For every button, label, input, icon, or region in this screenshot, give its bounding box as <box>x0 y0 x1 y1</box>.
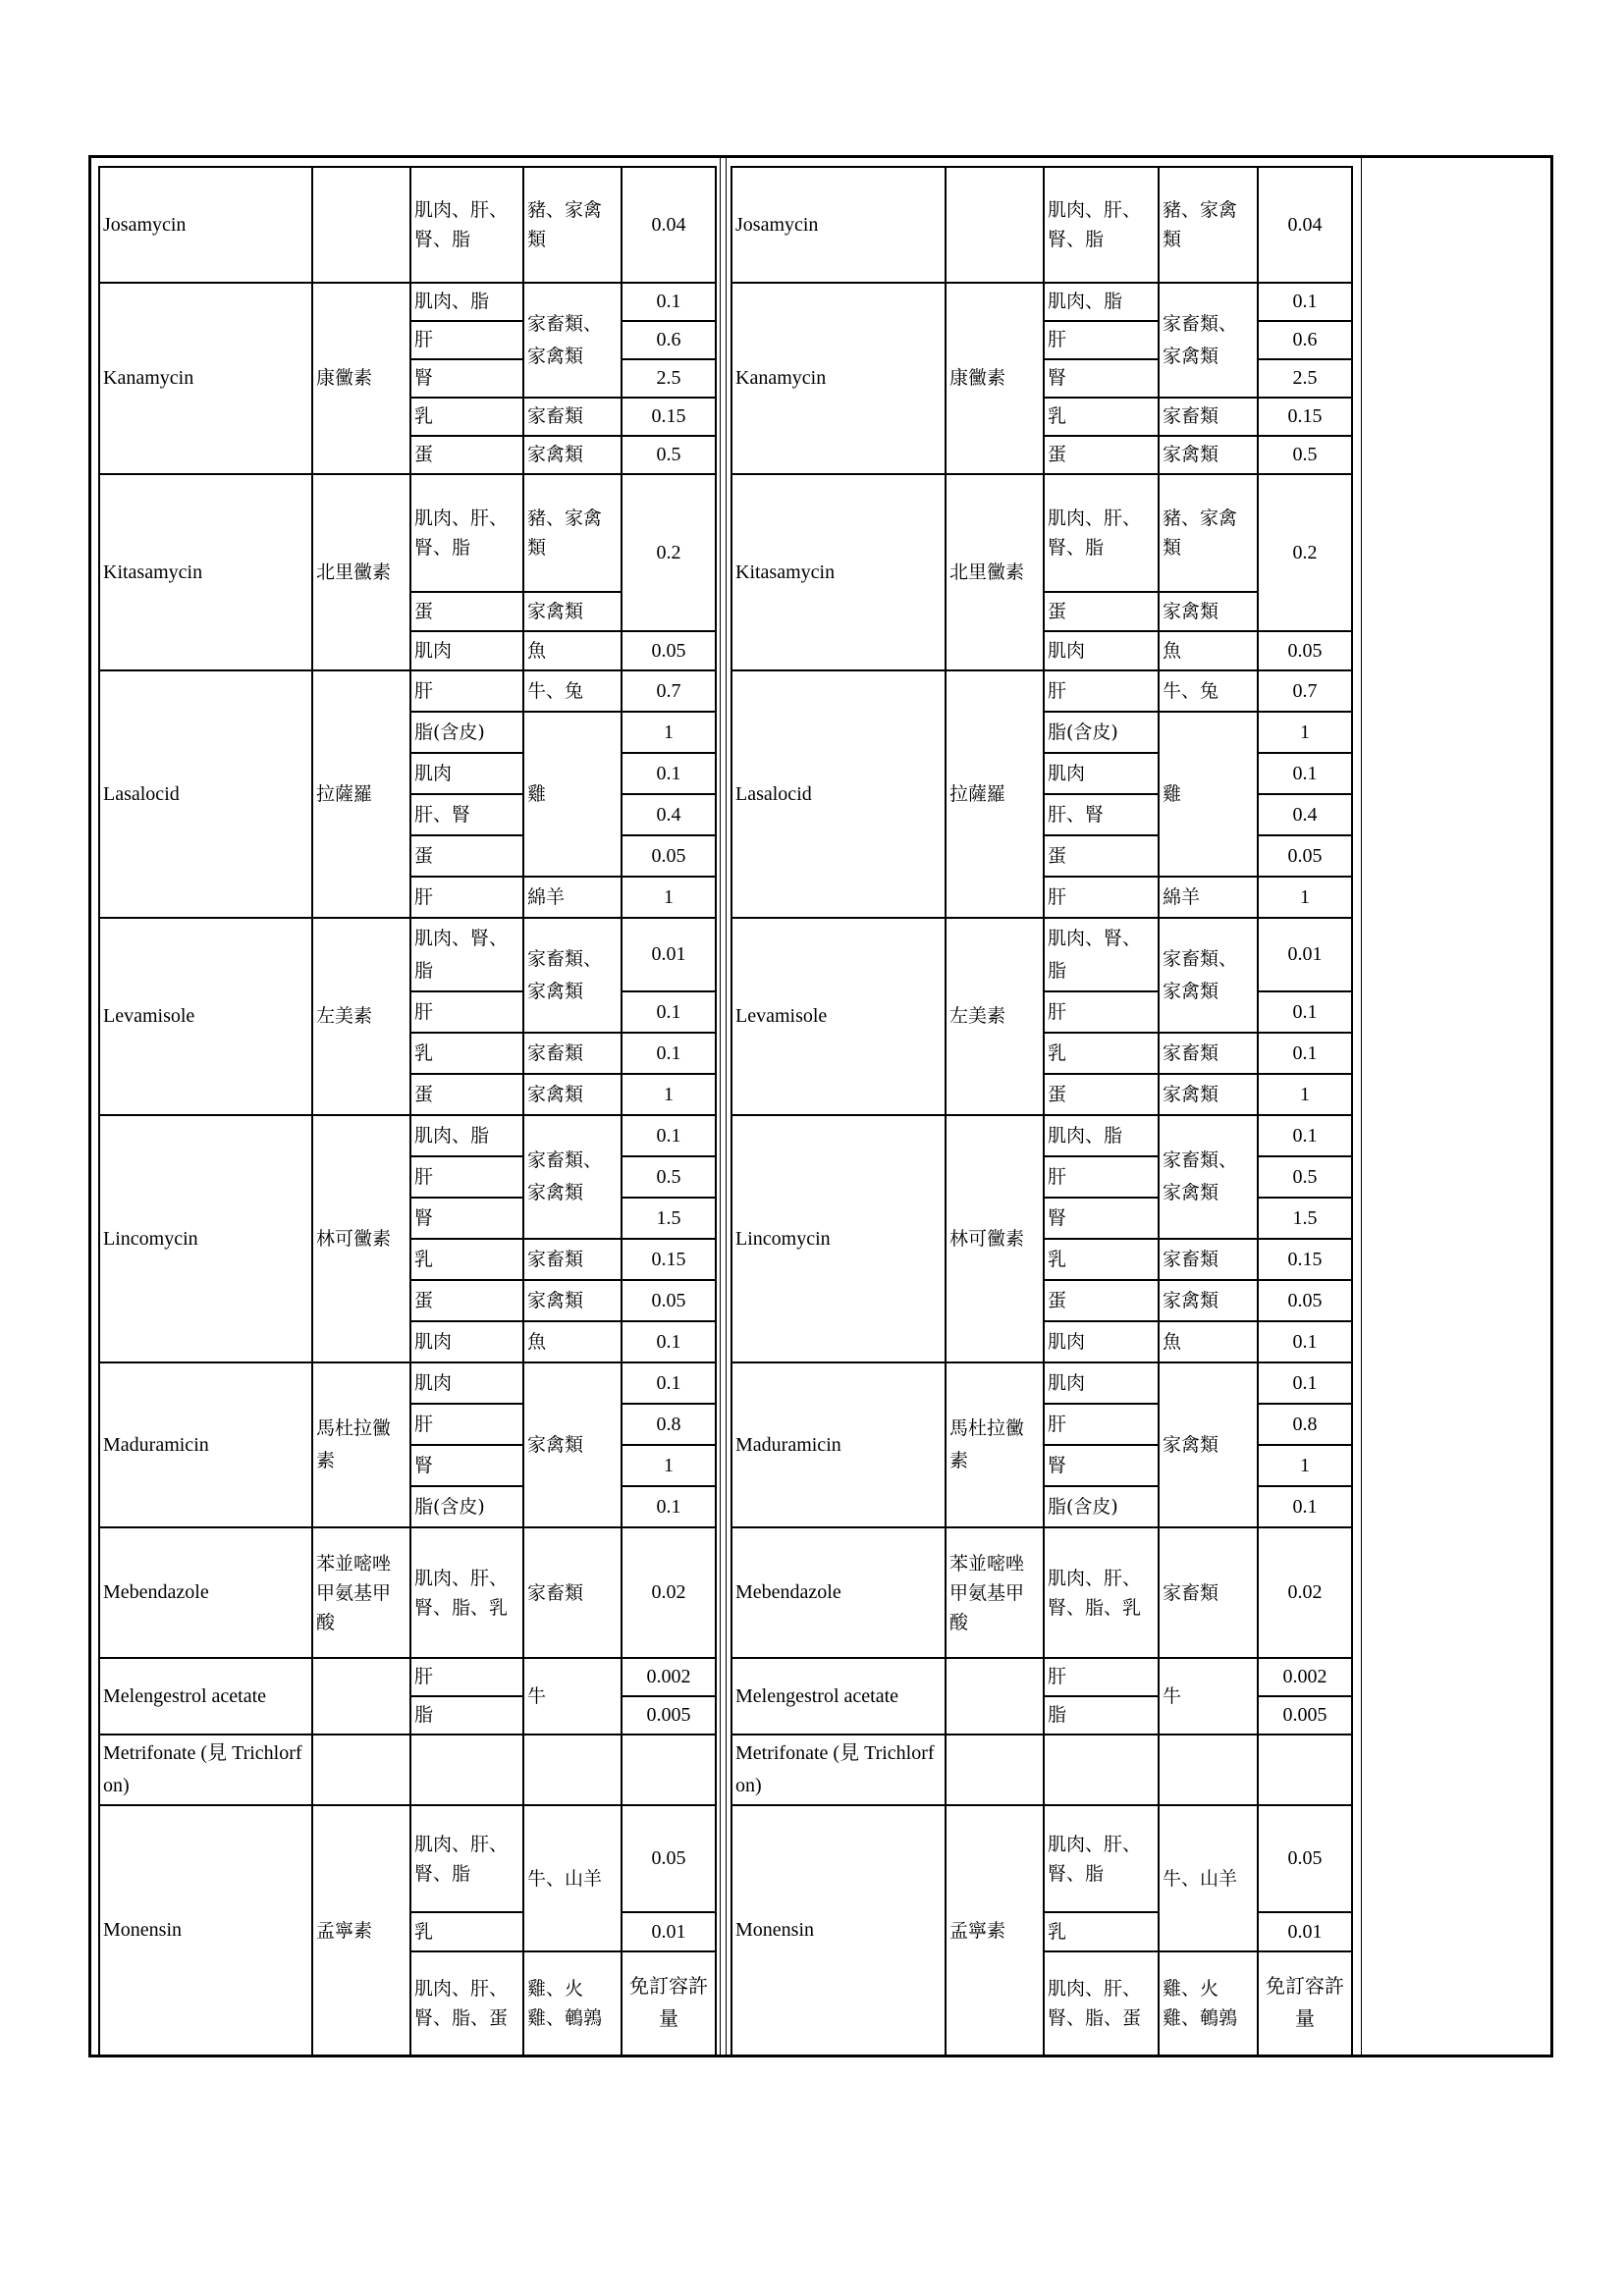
mrl-value-cell: 0.1 <box>1258 1362 1352 1404</box>
document-frame <box>88 155 1553 2057</box>
tissue-cell: 肌肉、肝、腎、脂 <box>1044 474 1159 592</box>
drug-name-cell: Kitasamycin <box>731 474 946 670</box>
drug-chinese-name-cell: 左美素 <box>312 918 410 1115</box>
mrl-value-cell: 0.2 <box>622 474 716 631</box>
mrl-value-cell: 0.05 <box>1258 1805 1352 1912</box>
table-row <box>731 1735 1352 1805</box>
species-cell: 家畜類、家禽類 <box>523 1115 622 1239</box>
tissue-cell: 脂(含皮) <box>1044 712 1159 753</box>
species-cell: 家畜類 <box>1159 398 1258 436</box>
mrl-value-cell: 0.6 <box>622 321 716 359</box>
tissue-cell: 腎 <box>410 1198 523 1239</box>
tissue-cell: 肌肉、脂 <box>410 1115 523 1156</box>
tissue-cell: 肝 <box>1044 877 1159 918</box>
mrl-value-cell: 0.5 <box>1258 1156 1352 1198</box>
drug-chinese-name-cell <box>312 1735 410 1805</box>
table-row <box>99 1805 716 1912</box>
species-cell: 家畜類、家禽類 <box>1159 283 1258 398</box>
species-cell <box>523 1735 622 1805</box>
tissue-cell: 肌肉、脂 <box>1044 1115 1159 1156</box>
tissue-cell: 肝 <box>1044 1156 1159 1198</box>
species-cell: 豬、家禽類 <box>1159 167 1258 283</box>
tissue-cell: 肌肉、肝、腎、脂、乳 <box>1044 1527 1159 1658</box>
tissue-cell: 肌肉、脂 <box>1044 283 1159 321</box>
table-row <box>99 918 716 991</box>
drug-name-cell: Mebendazole <box>99 1527 312 1658</box>
mrl-value-cell: 0.05 <box>622 835 716 877</box>
mrl-value-cell: 0.4 <box>1258 794 1352 835</box>
table-row <box>731 670 1352 712</box>
species-cell: 魚 <box>1159 631 1258 670</box>
mrl-value-cell: 2.5 <box>1258 359 1352 398</box>
mrl-value-cell: 0.04 <box>1258 167 1352 283</box>
drug-chinese-name-cell: 左美素 <box>946 918 1044 1115</box>
tissue-cell: 蛋 <box>410 835 523 877</box>
species-cell: 家畜類 <box>1159 1527 1258 1658</box>
drug-name-cell: Lasalocid <box>99 670 312 918</box>
species-cell: 雞、火雞、鵪鶉 <box>1159 1951 1258 2056</box>
drug-name-cell: Kanamycin <box>99 283 312 474</box>
table-row <box>731 918 1352 991</box>
mrl-value-cell: 0.05 <box>1258 835 1352 877</box>
tissue-cell: 肌肉 <box>410 1321 523 1362</box>
mrl-value-cell: 0.1 <box>622 991 716 1033</box>
species-cell: 魚 <box>523 1321 622 1362</box>
drug-name-cell: Metrifonate (見 Trichlorfon) <box>99 1735 312 1805</box>
drug-chinese-name-cell: 孟寧素 <box>946 1805 1044 2056</box>
mrl-value-cell: 0.05 <box>1258 631 1352 670</box>
mrl-value-cell: 1 <box>1258 712 1352 753</box>
mrl-value-cell: 0.5 <box>622 436 716 474</box>
mrl-value-cell: 0.1 <box>1258 1115 1352 1156</box>
tissue-cell: 肌肉、肝、腎、脂 <box>1044 167 1159 283</box>
mrl-value-cell: 0.6 <box>1258 321 1352 359</box>
tissue-cell: 乳 <box>410 1033 523 1074</box>
mrl-value-cell: 1 <box>1258 877 1352 918</box>
mrl-value-cell: 0.01 <box>622 918 716 991</box>
drug-name-cell: Lasalocid <box>731 670 946 918</box>
tissue-cell <box>410 1735 523 1805</box>
species-cell <box>1159 1735 1258 1805</box>
species-cell: 家禽類 <box>523 1362 622 1527</box>
tissue-cell: 肌肉 <box>410 631 523 670</box>
species-cell: 家禽類 <box>1159 436 1258 474</box>
tissue-cell: 肌肉、肝、腎、脂 <box>410 167 523 283</box>
species-cell: 家畜類、家禽類 <box>1159 918 1258 1033</box>
drug-chinese-name-cell: 北里黴素 <box>312 474 410 670</box>
species-cell: 家畜類 <box>1159 1033 1258 1074</box>
drug-chinese-name-cell <box>946 1658 1044 1735</box>
tissue-cell: 肝 <box>410 1658 523 1696</box>
species-cell: 牛 <box>1159 1658 1258 1735</box>
table-row <box>99 670 716 712</box>
species-cell: 牛、山羊 <box>1159 1805 1258 1951</box>
species-cell: 牛、山羊 <box>523 1805 622 1951</box>
tissue-cell: 肝 <box>1044 1658 1159 1696</box>
mrl-value-cell: 0.1 <box>1258 1321 1352 1362</box>
drug-name-cell: Levamisole <box>99 918 312 1115</box>
tissue-cell: 肝 <box>1044 321 1159 359</box>
drug-chinese-name-cell: 北里黴素 <box>946 474 1044 670</box>
drug-name-cell: Metrifonate (見 Trichlorfon) <box>731 1735 946 1805</box>
drug-chinese-name-cell <box>946 1735 1044 1805</box>
mrl-value-cell: 0.1 <box>622 1362 716 1404</box>
mrl-value-cell: 1 <box>1258 1445 1352 1486</box>
drug-name-cell: Josamycin <box>731 167 946 283</box>
tissue-cell: 腎 <box>1044 1445 1159 1486</box>
mrl-value-cell: 0.7 <box>1258 670 1352 712</box>
drug-name-cell: Levamisole <box>731 918 946 1115</box>
tissue-cell: 肌肉、肝、腎、脂、乳 <box>410 1527 523 1658</box>
tissue-cell: 肌肉 <box>1044 753 1159 794</box>
column-separator <box>726 158 727 2055</box>
drug-chinese-name-cell <box>946 167 1044 283</box>
mrl-value-cell: 1 <box>622 1445 716 1486</box>
mrl-value-cell: 0.1 <box>1258 283 1352 321</box>
mrl-value-cell: 0.1 <box>622 1321 716 1362</box>
tissue-cell: 肌肉、肝、腎、脂 <box>410 474 523 592</box>
species-cell: 家畜類 <box>523 1527 622 1658</box>
tissue-cell: 肌肉、腎、脂 <box>1044 918 1159 991</box>
tissue-cell: 蛋 <box>410 592 523 631</box>
mrl-value-cell: 0.01 <box>622 1912 716 1951</box>
drug-name-cell: Kitasamycin <box>99 474 312 670</box>
table-row <box>99 1527 716 1658</box>
mrl-value-cell: 0.05 <box>622 1280 716 1321</box>
drug-chinese-name-cell: 拉薩羅 <box>946 670 1044 918</box>
mrl-value-cell: 0.2 <box>1258 474 1352 631</box>
tissue-cell: 蛋 <box>1044 592 1159 631</box>
mrl-value-cell: 0.1 <box>1258 753 1352 794</box>
table-row <box>731 167 1352 283</box>
drug-chinese-name-cell: 林可黴素 <box>946 1115 1044 1362</box>
mrl-value-cell: 0.1 <box>622 753 716 794</box>
table-row <box>99 1115 716 1156</box>
drug-chinese-name-cell: 馬杜拉黴素 <box>312 1362 410 1527</box>
tissue-cell: 肝 <box>410 877 523 918</box>
mrl-value-cell: 2.5 <box>622 359 716 398</box>
table-row <box>99 1735 716 1805</box>
tissue-cell: 蛋 <box>1044 835 1159 877</box>
table-row <box>99 474 716 592</box>
mrl-value-cell: 免訂容許量 <box>1258 1951 1352 2056</box>
mrl-value-cell: 0.05 <box>622 631 716 670</box>
table-row <box>731 1527 1352 1658</box>
species-cell: 家畜類 <box>523 1033 622 1074</box>
mrl-value-cell: 0.1 <box>622 1115 716 1156</box>
mrl-value-cell: 1 <box>622 712 716 753</box>
drug-name-cell: Josamycin <box>99 167 312 283</box>
table-row <box>99 167 716 283</box>
mrl-value-cell: 0.005 <box>1258 1696 1352 1735</box>
table-row <box>731 1658 1352 1696</box>
tissue-cell: 脂(含皮) <box>410 1486 523 1527</box>
mrl-value-cell: 0.05 <box>1258 1280 1352 1321</box>
mrl-value-cell: 1 <box>1258 1074 1352 1115</box>
mrl-value-cell: 1.5 <box>622 1198 716 1239</box>
mrl-value-cell: 0.15 <box>1258 398 1352 436</box>
table-row <box>731 1362 1352 1404</box>
species-cell: 雞 <box>523 712 622 877</box>
species-cell: 綿羊 <box>523 877 622 918</box>
species-cell: 家禽類 <box>523 592 622 631</box>
mrl-value-cell: 0.5 <box>1258 436 1352 474</box>
tissue-cell: 脂 <box>410 1696 523 1735</box>
mrl-value-cell: 0.1 <box>622 1486 716 1527</box>
mrl-value-cell: 1 <box>622 877 716 918</box>
table-row <box>731 1115 1352 1156</box>
mrl-value-cell: 0.01 <box>1258 1912 1352 1951</box>
mrl-value-cell: 0.01 <box>1258 918 1352 991</box>
mrl-value-cell: 免訂容許量 <box>622 1951 716 2056</box>
species-cell: 家畜類 <box>523 1239 622 1280</box>
tissue-cell: 肌肉 <box>1044 631 1159 670</box>
mrl-value-cell: 0.1 <box>1258 991 1352 1033</box>
species-cell: 家禽類 <box>523 1280 622 1321</box>
tissue-cell: 蛋 <box>1044 1280 1159 1321</box>
column-separator <box>720 158 721 2055</box>
table-row <box>99 283 716 321</box>
tissue-cell: 肝 <box>1044 991 1159 1033</box>
table-row <box>99 1362 716 1404</box>
drug-chinese-name-cell: 馬杜拉黴素 <box>946 1362 1044 1527</box>
mrl-value-cell: 0.005 <box>622 1696 716 1735</box>
mrl-value-cell: 0.1 <box>622 283 716 321</box>
drug-chinese-name-cell <box>312 1658 410 1735</box>
tissue-cell: 肌肉 <box>410 753 523 794</box>
column-separator <box>1361 158 1362 2055</box>
tissue-cell: 肌肉 <box>1044 1362 1159 1404</box>
tissue-cell: 肝、腎 <box>1044 794 1159 835</box>
species-cell: 豬、家禽類 <box>1159 474 1258 592</box>
drug-name-cell: Kanamycin <box>731 283 946 474</box>
mrl-value-cell: 1 <box>622 1074 716 1115</box>
tissue-cell: 肌肉、脂 <box>410 283 523 321</box>
mrl-value-cell <box>1258 1735 1352 1805</box>
tissue-cell: 肌肉 <box>410 1362 523 1404</box>
species-cell: 家畜類 <box>1159 1239 1258 1280</box>
species-cell: 牛、兔 <box>523 670 622 712</box>
tissue-cell: 肌肉、肝、腎、脂 <box>410 1805 523 1912</box>
tissue-cell: 肝 <box>410 991 523 1033</box>
mrl-value-cell: 0.1 <box>1258 1486 1352 1527</box>
drug-chinese-name-cell: 康黴素 <box>946 283 1044 474</box>
mrl-value-cell: 0.1 <box>1258 1033 1352 1074</box>
species-cell: 牛、兔 <box>1159 670 1258 712</box>
tissue-cell: 肌肉、腎、脂 <box>410 918 523 991</box>
tissue-cell: 肌肉、肝、腎、脂 <box>1044 1805 1159 1912</box>
table-row <box>731 283 1352 321</box>
mrl-value-cell <box>622 1735 716 1805</box>
species-cell: 家禽類 <box>1159 1362 1258 1527</box>
drug-chinese-name-cell: 孟寧素 <box>312 1805 410 2056</box>
mrl-value-cell: 0.02 <box>1258 1527 1352 1658</box>
residue-table-left <box>98 166 717 2056</box>
mrl-value-cell: 0.7 <box>622 670 716 712</box>
species-cell: 雞、火雞、鵪鶉 <box>523 1951 622 2056</box>
tissue-cell: 蛋 <box>1044 436 1159 474</box>
species-cell: 家禽類 <box>1159 1074 1258 1115</box>
drug-chinese-name-cell: 苯並嘧唑甲氨基甲酸 <box>946 1527 1044 1658</box>
species-cell: 家畜類、家禽類 <box>1159 1115 1258 1239</box>
tissue-cell: 乳 <box>1044 1239 1159 1280</box>
tissue-cell: 肝 <box>410 670 523 712</box>
drug-chinese-name-cell: 苯並嘧唑甲氨基甲酸 <box>312 1527 410 1658</box>
tissue-cell: 肝 <box>1044 1404 1159 1445</box>
tissue-cell: 脂(含皮) <box>1044 1486 1159 1527</box>
table-row <box>731 1805 1352 1912</box>
tissue-cell: 乳 <box>1044 1033 1159 1074</box>
drug-chinese-name-cell: 康黴素 <box>312 283 410 474</box>
mrl-value-cell: 0.8 <box>1258 1404 1352 1445</box>
tissue-cell: 腎 <box>1044 1198 1159 1239</box>
species-cell: 豬、家禽類 <box>523 474 622 592</box>
drug-name-cell: Monensin <box>731 1805 946 2056</box>
species-cell: 家畜類 <box>523 398 622 436</box>
tissue-cell: 乳 <box>410 1912 523 1951</box>
tissue-cell: 脂 <box>1044 1696 1159 1735</box>
species-cell: 牛 <box>523 1658 622 1735</box>
mrl-value-cell: 0.15 <box>1258 1239 1352 1280</box>
tissue-cell: 蛋 <box>410 1074 523 1115</box>
residue-table-right <box>731 166 1353 2056</box>
tissue-cell: 蛋 <box>410 436 523 474</box>
mrl-value-cell: 0.04 <box>622 167 716 283</box>
mrl-value-cell: 1.5 <box>1258 1198 1352 1239</box>
mrl-value-cell: 0.4 <box>622 794 716 835</box>
tissue-cell: 肌肉、肝、腎、脂、蛋 <box>1044 1951 1159 2056</box>
drug-chinese-name-cell: 拉薩羅 <box>312 670 410 918</box>
tissue-cell: 肌肉、肝、腎、脂、蛋 <box>410 1951 523 2056</box>
drug-chinese-name-cell <box>312 167 410 283</box>
species-cell: 豬、家禽類 <box>523 167 622 283</box>
drug-name-cell: Lincomycin <box>731 1115 946 1362</box>
drug-name-cell: Monensin <box>99 1805 312 2056</box>
tissue-cell: 乳 <box>410 398 523 436</box>
tissue-cell: 蛋 <box>410 1280 523 1321</box>
species-cell: 雞 <box>1159 712 1258 877</box>
species-cell: 家畜類、家禽類 <box>523 918 622 1033</box>
drug-name-cell: Mebendazole <box>731 1527 946 1658</box>
table-row <box>731 474 1352 592</box>
tissue-cell: 乳 <box>410 1239 523 1280</box>
table-row <box>99 1658 716 1696</box>
mrl-value-cell: 0.002 <box>622 1658 716 1696</box>
tissue-cell: 肝 <box>410 1156 523 1198</box>
drug-name-cell: Maduramicin <box>99 1362 312 1527</box>
tissue-cell: 肌肉 <box>1044 1321 1159 1362</box>
tissue-cell: 肝 <box>1044 670 1159 712</box>
drug-name-cell: Maduramicin <box>731 1362 946 1527</box>
species-cell: 家禽類 <box>523 436 622 474</box>
tissue-cell: 乳 <box>1044 1912 1159 1951</box>
mrl-value-cell: 0.002 <box>1258 1658 1352 1696</box>
species-cell: 家畜類、家禽類 <box>523 283 622 398</box>
mrl-value-cell: 0.15 <box>622 398 716 436</box>
tissue-cell: 肝 <box>410 321 523 359</box>
mrl-value-cell: 0.8 <box>622 1404 716 1445</box>
tissue-cell: 肝、腎 <box>410 794 523 835</box>
mrl-value-cell: 0.05 <box>622 1805 716 1912</box>
tissue-cell: 腎 <box>1044 359 1159 398</box>
mrl-value-cell: 0.5 <box>622 1156 716 1198</box>
tissue-cell: 腎 <box>410 1445 523 1486</box>
tissue-cell: 乳 <box>1044 398 1159 436</box>
drug-chinese-name-cell: 林可黴素 <box>312 1115 410 1362</box>
tissue-cell: 腎 <box>410 359 523 398</box>
species-cell: 家禽類 <box>523 1074 622 1115</box>
species-cell: 家禽類 <box>1159 592 1258 631</box>
species-cell: 家禽類 <box>1159 1280 1258 1321</box>
species-cell: 魚 <box>1159 1321 1258 1362</box>
mrl-value-cell: 0.02 <box>622 1527 716 1658</box>
drug-name-cell: Lincomycin <box>99 1115 312 1362</box>
drug-name-cell: Melengestrol acetate <box>731 1658 946 1735</box>
tissue-cell: 脂(含皮) <box>410 712 523 753</box>
mrl-value-cell: 0.1 <box>622 1033 716 1074</box>
tissue-cell <box>1044 1735 1159 1805</box>
mrl-value-cell: 0.15 <box>622 1239 716 1280</box>
tissue-cell: 蛋 <box>1044 1074 1159 1115</box>
species-cell: 綿羊 <box>1159 877 1258 918</box>
tissue-cell: 肝 <box>410 1404 523 1445</box>
species-cell: 魚 <box>523 631 622 670</box>
drug-name-cell: Melengestrol acetate <box>99 1658 312 1735</box>
